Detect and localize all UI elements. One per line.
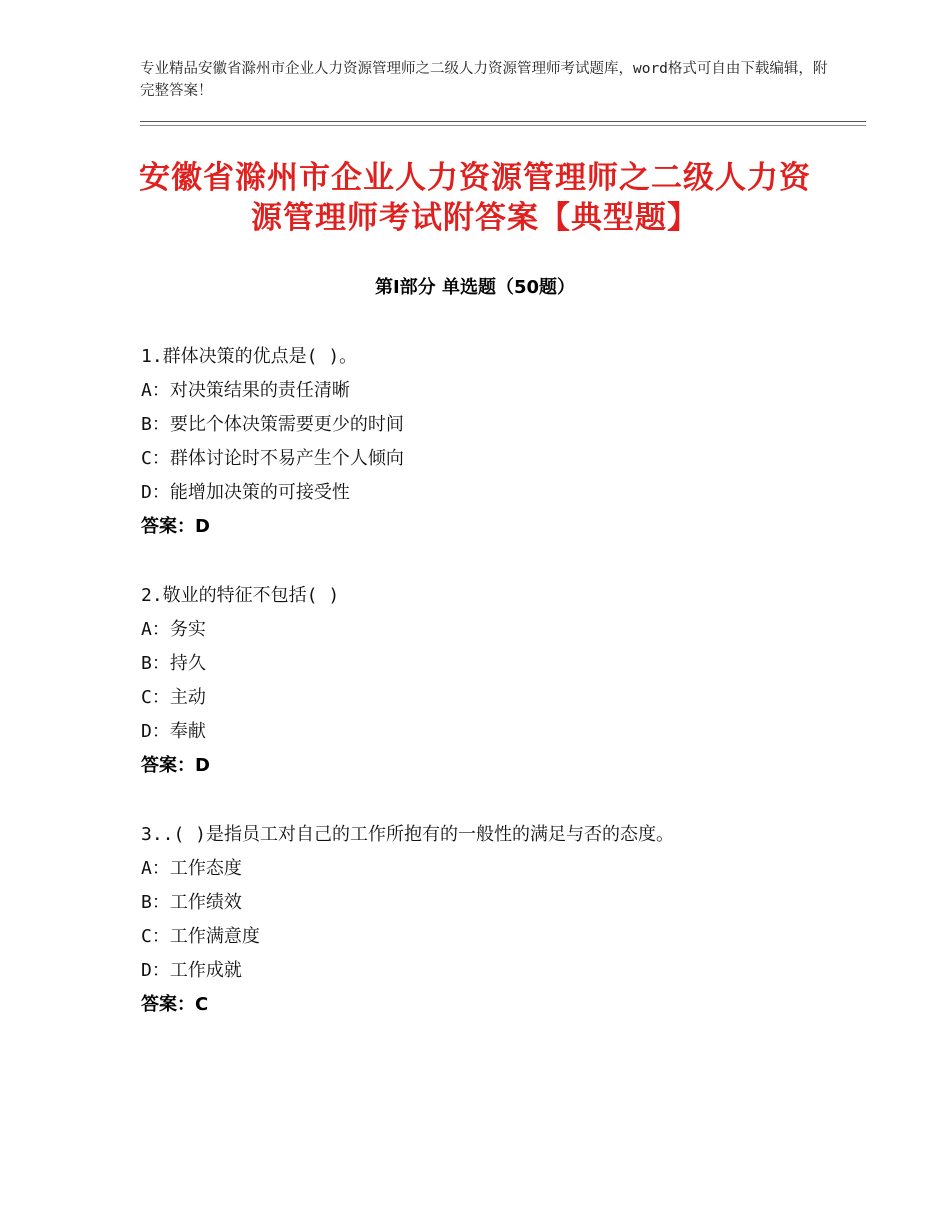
option-b: B：要比个体决策需要更少的时间	[141, 414, 404, 435]
option-a: A：对决策结果的责任清晰	[141, 380, 350, 401]
question-stem: 2.敬业的特征不包括( )	[141, 585, 340, 606]
option-b: B：工作绩效	[141, 892, 242, 913]
question-stem: 1.群体决策的优点是( )。	[141, 346, 358, 367]
header-note: 专业精品安徽省滁州市企业人力资源管理师之二级人力资源管理师考试题库，word格式可自由下载编辑，附完整答案！	[140, 61, 828, 99]
header-divider	[140, 121, 866, 122]
section-heading: 第Ⅰ部分 单选题（50题）	[374, 277, 575, 298]
option-d: D：能增加决策的可接受性	[141, 482, 350, 503]
option-a: A：务实	[141, 619, 206, 640]
option-c: C：工作满意度	[141, 926, 260, 947]
answer-label: 答案：C	[141, 994, 209, 1015]
question-1	[141, 340, 841, 544]
question-2	[141, 579, 841, 783]
question-stem: 3..( )是指员工对自己的工作所抱有的一般性的满足与否的态度。	[141, 824, 675, 845]
question-3	[141, 818, 841, 1022]
option-c: C：主动	[141, 687, 206, 708]
option-a: A：工作态度	[141, 858, 242, 879]
option-d: D：工作成就	[141, 960, 242, 981]
option-d: D：奉献	[141, 721, 206, 742]
document-title: 安徽省滁州市企业人力资源管理师之二级人力资源管理师考试附答案【典型题】	[139, 160, 811, 236]
option-c: C：群体讨论时不易产生个人倾向	[141, 448, 404, 469]
option-b: B：持久	[141, 653, 206, 674]
answer-label: 答案：D	[141, 516, 210, 537]
header-divider-secondary	[140, 125, 866, 126]
answer-label: 答案：D	[141, 755, 210, 776]
